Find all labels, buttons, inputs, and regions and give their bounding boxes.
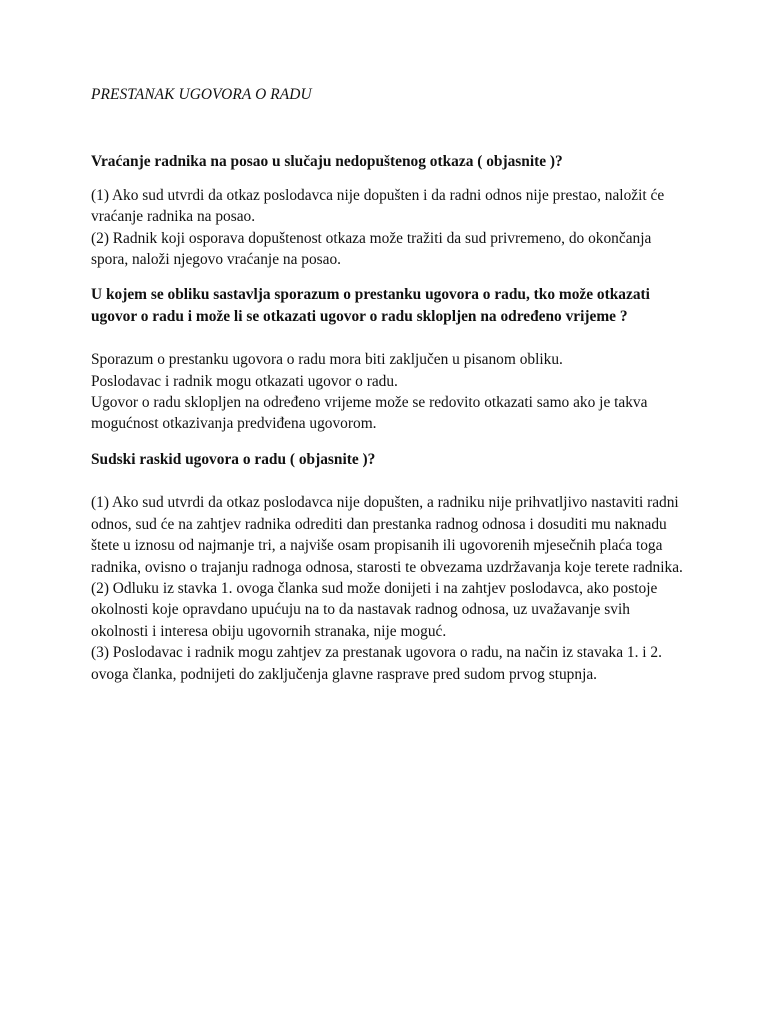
question-3: Sudski raskid ugovora o radu ( objasnite )? — [91, 450, 376, 468]
question-1: Vraćanje radnika na posao u slučaju nedopuštenog otkaza ( objasnite )? — [91, 153, 563, 171]
answer-3-paragraph-3: (3) Poslodavac i radnik mogu zahtjev za prestanak ugovora o radu, na način iz stavaka 1. i 2. ovoga članka, podnijeti do zaključenja glavne rasprave pred sudom prvog stupnja. — [91, 644, 662, 683]
answer-3-paragraph-1: (1) Ako sud utvrdi da otkaz poslodavca nije dopušten, a radniku nije prihvatljivo nastaviti radni odnos, sud će na zahtjev radnika odrediti dan prestanka radnog odnosa i dosuditi mu naknadu štete u iznosu od najmanje tri, a najviše osam propisanih ili ugovorenih mjesečnih plaća toga radnika, ovisno o trajanju radnoga odnosa, starosti te obvezama uzdržavanja koje terete radnika. — [91, 494, 683, 576]
document-page — [91, 84, 691, 685]
answer-3 — [91, 492, 691, 685]
answer-2 — [91, 349, 691, 435]
answer-3-paragraph-2: (2) Odluku iz stavka 1. ovoga članka sud može donijeti i na zahtjev poslodavca, ako postoje okolnosti koje opravdano upućuju na to da nastavak radnog odnosa, uz uvažavanje svih okolnosti i interesa obiju ugovornih stranaka, nije moguć. — [91, 579, 658, 640]
answer-1-paragraph-2: (2) Radnik koji osporava dopuštenost otkaza može tražiti da sud privremeno, do okončanja spora, naloži njegovo vraćanje na posao. — [91, 229, 652, 269]
answer-1 — [91, 185, 691, 271]
answer-2-paragraph-2: Poslodavac i radnik mogu otkazati ugovor o radu. — [91, 372, 398, 390]
answer-2-paragraph-3: Ugovor o radu sklopljen na određeno vrijeme može se redovito otkazati samo ako je takva mogućnost otkazivanja predviđena ugovorom. — [91, 394, 648, 433]
answer-1-paragraph-1: (1) Ako sud utvrdi da otkaz poslodavca nije dopušten i da radni odnos nije prestao, naložit će vraćanje radnika na posao. — [91, 186, 665, 226]
answer-2-paragraph-1: Sporazum o prestanku ugovora o radu mora biti zaključen u pisanom obliku. — [91, 351, 563, 369]
question-2: U kojem se obliku sastavlja sporazum o prestanku ugovora o radu, tko može otkazati ugovor o radu i može li se otkazati ugovor o radu sklopljen na određeno vrijeme ? — [91, 286, 650, 325]
document-title: PRESTANAK UGOVORA O RADU — [91, 86, 312, 103]
